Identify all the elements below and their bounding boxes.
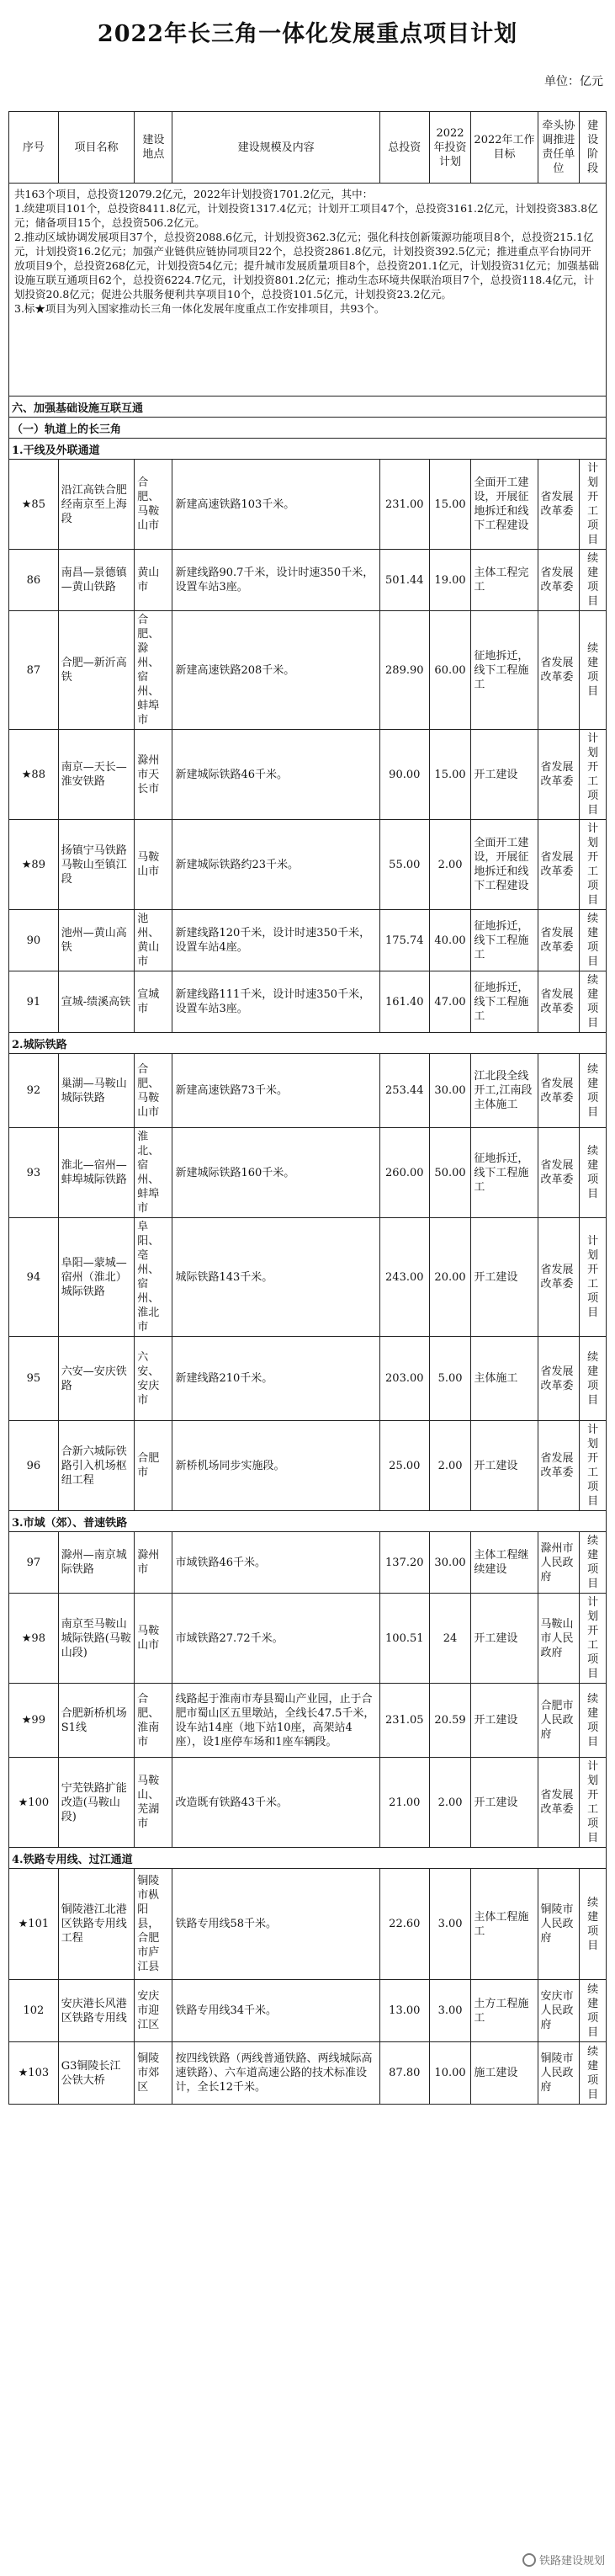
project-total-investment: 260.00 — [379, 1128, 429, 1218]
row-no: 102 — [9, 1980, 59, 2042]
table-row — [9, 1337, 607, 1421]
project-name: 南昌—景德镇—黄山铁路 — [58, 550, 134, 611]
project-location: 阜阳、亳州、宿州、淮北市 — [135, 1218, 172, 1337]
project-task: 征地拆迁，线下工程施工 — [471, 1128, 538, 1218]
project-scope: 新建线路90.7千米，设计时速350千米，设置车站3座。 — [172, 550, 379, 611]
table-row — [9, 1218, 607, 1337]
project-plan-investment: 2.00 — [429, 820, 471, 910]
project-total-investment: 203.00 — [379, 1337, 429, 1421]
subsection-row — [9, 418, 607, 439]
row-no: ★99 — [9, 1684, 59, 1758]
project-task: 主体工程施工 — [471, 1869, 538, 1980]
project-task: 江北段全线开工,江南段主体施工 — [471, 1054, 538, 1128]
project-task: 土方工程施工 — [471, 1980, 538, 2042]
project-scope: 线路起于淮南市寿县蜀山产业园，止于合肥市蜀山区五里墩站，全线长47.5千米，设车站14座（地下站10座，高架站4座），设1座停车场和1座车辆段。 — [172, 1684, 379, 1758]
project-dept: 省发展改革委 — [538, 1054, 580, 1128]
project-task: 开工建设 — [471, 1758, 538, 1848]
project-plan-investment: 19.00 — [429, 550, 471, 611]
project-stage: 计划开工项目 — [580, 1758, 607, 1848]
project-location: 合肥、淮南市 — [135, 1684, 172, 1758]
project-dept: 省发展改革委 — [538, 611, 580, 730]
table-row — [9, 1128, 607, 1218]
project-total-investment: 231.00 — [379, 460, 429, 550]
project-location: 合肥、滁州、宿州、蚌埠市 — [135, 611, 172, 730]
table-row — [9, 1594, 607, 1684]
project-dept: 省发展改革委 — [538, 910, 580, 971]
project-scope: 新桥机场同步实施段。 — [172, 1421, 379, 1511]
row-no: ★85 — [9, 460, 59, 550]
project-name: 池州—黄山高铁 — [58, 910, 134, 971]
project-location: 滁州市 — [135, 1532, 172, 1594]
project-name: 巢湖—马鞍山城际铁路 — [58, 1054, 134, 1128]
project-location: 马鞍山市 — [135, 820, 172, 910]
project-dept: 省发展改革委 — [538, 820, 580, 910]
row-no: ★100 — [9, 1758, 59, 1848]
table-row — [9, 1684, 607, 1758]
table-row — [9, 1421, 607, 1511]
project-name: 沿江高铁合肥经南京至上海段 — [58, 460, 134, 550]
project-scope: 市域铁路27.72千米。 — [172, 1594, 379, 1684]
project-stage: 续建项目 — [580, 1532, 607, 1594]
project-stage: 计划开工项目 — [580, 1421, 607, 1511]
col-header-loc: 建设地点 — [135, 112, 172, 184]
project-stage: 计划开工项目 — [580, 1594, 607, 1684]
project-name: 合新六城际铁路引入机场枢纽工程 — [58, 1421, 134, 1511]
project-task: 开工建设 — [471, 1594, 538, 1684]
table-row — [9, 971, 607, 1033]
project-location: 合肥、马鞍山市 — [135, 460, 172, 550]
project-dept: 滁州市人民政府 — [538, 1532, 580, 1594]
col-header-scope: 建设规模及内容 — [172, 112, 379, 184]
project-task: 施工建设 — [471, 2042, 538, 2105]
project-total-investment: 55.00 — [379, 820, 429, 910]
project-dept: 省发展改革委 — [538, 1337, 580, 1421]
row-no: 95 — [9, 1337, 59, 1421]
project-scope: 新建线路120千米，设计时速350千米，设置车站4座。 — [172, 910, 379, 971]
project-scope: 新建高速铁路73千米。 — [172, 1054, 379, 1128]
project-scope: 市域铁路46千米。 — [172, 1532, 379, 1594]
page-title: 2022年长三角一体化发展重点项目计划 — [97, 21, 518, 47]
table-row — [9, 1869, 607, 1980]
project-dept: 铜陵市人民政府 — [538, 2042, 580, 2105]
project-plan-investment: 47.00 — [429, 971, 471, 1033]
project-dept: 马鞍山市人民政府 — [538, 1594, 580, 1684]
project-total-investment: 87.80 — [379, 2042, 429, 2105]
project-total-investment: 22.60 — [379, 1869, 429, 1980]
project-location: 合肥、马鞍山市 — [135, 1054, 172, 1128]
project-total-investment: 21.00 — [379, 1758, 429, 1848]
project-name: 南京—天长—淮安铁路 — [58, 730, 134, 820]
project-task: 全面开工建设，开展征地拆迁和线下工程建设 — [471, 460, 538, 550]
project-location: 池州、黄山市 — [135, 910, 172, 971]
project-name: 阜阳—蒙城—宿州（淮北）城际铁路 — [58, 1218, 134, 1337]
project-location: 马鞍山市 — [135, 1594, 172, 1684]
unit-label: 单位：亿元 — [544, 75, 603, 88]
project-plan-investment: 30.00 — [429, 1532, 471, 1594]
project-location: 铜陵市枞阳县，合肥市庐江县 — [135, 1869, 172, 1980]
group-title: 2.城际铁路 — [9, 1033, 607, 1054]
project-total-investment: 253.44 — [379, 1054, 429, 1128]
project-stage: 续建项目 — [580, 550, 607, 611]
group-title: 3.市域（郊）、普速铁路 — [9, 1511, 607, 1532]
project-scope: 新建线路210千米。 — [172, 1337, 379, 1421]
project-dept: 铜陵市人民政府 — [538, 1869, 580, 1980]
project-scope: 新建高速铁路208千米。 — [172, 611, 379, 730]
project-plan-investment: 3.00 — [429, 1980, 471, 2042]
project-task: 主体施工 — [471, 1337, 538, 1421]
col-header-stage: 建设阶段 — [580, 112, 607, 184]
project-task: 征地拆迁，线下工程施工 — [471, 910, 538, 971]
project-stage: 续建项目 — [580, 1128, 607, 1218]
row-no: ★89 — [9, 820, 59, 910]
row-no: 92 — [9, 1054, 59, 1128]
project-stage: 计划开工项目 — [580, 1218, 607, 1337]
project-total-investment: 161.40 — [379, 971, 429, 1033]
col-header-total: 总投资 — [379, 112, 429, 184]
group-row — [9, 1848, 607, 1869]
table-row — [9, 2042, 607, 2105]
project-name: 滁州—南京城际铁路 — [58, 1532, 134, 1594]
project-stage: 续建项目 — [580, 910, 607, 971]
table-row — [9, 910, 607, 971]
project-scope: 新建城际铁路46千米。 — [172, 730, 379, 820]
project-stage: 计划开工项目 — [580, 460, 607, 550]
project-dept: 省发展改革委 — [538, 1758, 580, 1848]
row-no: 91 — [9, 971, 59, 1033]
group-row — [9, 439, 607, 460]
project-stage: 续建项目 — [580, 1684, 607, 1758]
project-task: 全面开工建设，开展征地拆迁和线下工程建设 — [471, 820, 538, 910]
project-table — [8, 111, 607, 2105]
project-plan-investment: 30.00 — [429, 1054, 471, 1128]
project-plan-investment: 20.00 — [429, 1218, 471, 1337]
project-name: 南京至马鞍山城际铁路(马鞍山段) — [58, 1594, 134, 1684]
project-name: 扬镇宁马铁路马鞍山至镇江段 — [58, 820, 134, 910]
project-total-investment: 501.44 — [379, 550, 429, 611]
watermark-text: 铁路建设规划 — [538, 2555, 605, 2568]
project-scope: 新建高速铁路103千米。 — [172, 460, 379, 550]
col-header-task: 2022年工作目标 — [471, 112, 538, 184]
project-stage: 续建项目 — [580, 971, 607, 1033]
section-row — [9, 397, 607, 418]
project-task: 开工建设 — [471, 1421, 538, 1511]
project-stage: 计划开工项目 — [580, 820, 607, 910]
table-header-row — [9, 112, 607, 184]
project-total-investment: 90.00 — [379, 730, 429, 820]
project-dept: 省发展改革委 — [538, 730, 580, 820]
row-no: 87 — [9, 611, 59, 730]
project-location: 合肥市 — [135, 1421, 172, 1511]
row-no: ★101 — [9, 1869, 59, 1980]
project-task: 开工建设 — [471, 730, 538, 820]
row-no: ★103 — [9, 2042, 59, 2105]
project-plan-investment: 50.00 — [429, 1128, 471, 1218]
project-scope: 按四线铁路（两线普通铁路、两线城际高速铁路）、六车道高速公路的技术标准设计，全长12千米。 — [172, 2042, 379, 2105]
project-plan-investment: 15.00 — [429, 730, 471, 820]
project-total-investment: 13.00 — [379, 1980, 429, 2042]
project-task: 征地拆迁，线下工程施工 — [471, 971, 538, 1033]
section-title: 六、加强基础设施互联互通 — [9, 397, 607, 418]
row-no: 93 — [9, 1128, 59, 1218]
table-row — [9, 820, 607, 910]
summary-row — [9, 184, 607, 397]
project-name: 合肥新桥机场S1线 — [58, 1684, 134, 1758]
group-row — [9, 1033, 607, 1054]
table-row — [9, 550, 607, 611]
col-header-no: 序号 — [9, 112, 59, 184]
project-location: 马鞍山、芜湖市 — [135, 1758, 172, 1848]
project-location: 六安、安庆市 — [135, 1337, 172, 1421]
project-name: 宣城-绩溪高铁 — [58, 971, 134, 1033]
project-stage: 续建项目 — [580, 611, 607, 730]
project-plan-investment: 20.59 — [429, 1684, 471, 1758]
project-stage: 续建项目 — [580, 1869, 607, 1980]
row-no: 86 — [9, 550, 59, 611]
project-name: 宁芜铁路扩能改造(马鞍山段) — [58, 1758, 134, 1848]
project-dept: 省发展改革委 — [538, 1421, 580, 1511]
project-name: 合肥—新沂高铁 — [58, 611, 134, 730]
table-row — [9, 460, 607, 550]
project-dept: 省发展改革委 — [538, 971, 580, 1033]
project-plan-investment: 2.00 — [429, 1421, 471, 1511]
group-row — [9, 1511, 607, 1532]
project-location: 安庆市迎江区 — [135, 1980, 172, 2042]
row-no: 96 — [9, 1421, 59, 1511]
project-location: 宣城市 — [135, 971, 172, 1033]
project-task: 主体工程继续建设 — [471, 1532, 538, 1594]
project-dept: 安庆市人民政府 — [538, 1980, 580, 2042]
project-plan-investment: 40.00 — [429, 910, 471, 971]
project-task: 征地拆迁，线下工程施工 — [471, 611, 538, 730]
project-dept: 省发展改革委 — [538, 1218, 580, 1337]
project-plan-investment: 5.00 — [429, 1337, 471, 1421]
summary-line: 3.标★项目为列入国家推动长三角一体化发展年度重点工作安排项目，共93个。 — [14, 302, 385, 315]
summary-line: 共163个项目，总投资12079.2亿元，2022年计划投资1701.2亿元，其中： — [14, 188, 374, 200]
project-location: 滁州市天长市 — [135, 730, 172, 820]
project-plan-investment: 2.00 — [429, 1758, 471, 1848]
subsection-title: （一）轨道上的长三角 — [9, 418, 607, 439]
project-scope: 新建城际铁路160千米。 — [172, 1128, 379, 1218]
col-header-dept: 牵头协调推进责任单位 — [538, 112, 580, 184]
project-name: G3铜陵长江公铁大桥 — [58, 2042, 134, 2105]
project-location: 铜陵市郊区 — [135, 2042, 172, 2105]
table-row — [9, 1758, 607, 1848]
project-scope: 城际铁路143千米。 — [172, 1218, 379, 1337]
project-location: 淮北、宿州、蚌埠市 — [135, 1128, 172, 1218]
project-dept: 省发展改革委 — [538, 550, 580, 611]
project-location: 黄山市 — [135, 550, 172, 611]
project-total-investment: 175.74 — [379, 910, 429, 971]
project-task: 主体工程完工 — [471, 550, 538, 611]
watermark — [522, 2552, 605, 2568]
table-row — [9, 730, 607, 820]
project-name: 六安—安庆铁路 — [58, 1337, 134, 1421]
project-total-investment: 100.51 — [379, 1594, 429, 1684]
project-name: 安庆港长风港区铁路专用线 — [58, 1980, 134, 2042]
project-total-investment: 289.90 — [379, 611, 429, 730]
project-scope: 新建线路111千米，设计时速350千米，设置车站3座。 — [172, 971, 379, 1033]
project-total-investment: 243.00 — [379, 1218, 429, 1337]
project-total-investment: 25.00 — [379, 1421, 429, 1511]
row-no: ★98 — [9, 1594, 59, 1684]
row-no: 94 — [9, 1218, 59, 1337]
project-dept: 合肥市人民政府 — [538, 1684, 580, 1758]
project-stage: 续建项目 — [580, 1980, 607, 2042]
group-title: 4.铁路专用线、过江通道 — [9, 1848, 607, 1869]
summary-cell — [9, 184, 607, 397]
project-name: 铜陵港江北港区铁路专用线工程 — [58, 1869, 134, 1980]
row-no: ★88 — [9, 730, 59, 820]
project-scope: 铁路专用线34千米。 — [172, 1980, 379, 2042]
project-scope: 改造既有铁路43千米。 — [172, 1758, 379, 1848]
table-row — [9, 611, 607, 730]
table-row — [9, 1980, 607, 2042]
summary-line: 1.续建项目101个，总投资8411.8亿元，计划投资1317.4亿元；计划开工项目47个，总投资3161.2亿元，计划投资383.8亿元；储备项目15个，总投资506.2亿元。 — [14, 202, 598, 229]
project-task: 开工建设 — [471, 1684, 538, 1758]
table-row — [9, 1054, 607, 1128]
project-plan-investment: 10.00 — [429, 2042, 471, 2105]
summary-line: 2.推动区域协调发展项目37个，总投资2088.6亿元，计划投资362.3亿元；强化科技创新策源功能项目8个，总投资215.1亿元，计划投资16.2亿元；加强产业链供应链协同项目22个，总投资2861.8亿元，计划投资392.5亿元；推进重点平台协同开放项目9个，总投资268亿元，计划投资54亿元；提升城市发展质量项目8个，总投资201.1亿元，计划投资31亿元；加强基础设施互联互通项目62个，总投资6224.7亿元，计划投资801.2亿元；推动生态环境共保联治项目7个，总投资118.4亿元，计划投资20.8亿元；促进公共服务便利共享项目10个，总投资101.5亿元，计划投资23.2亿元。 — [14, 231, 599, 301]
project-total-investment: 137.20 — [379, 1532, 429, 1594]
project-stage: 续建项目 — [580, 1337, 607, 1421]
row-no: 97 — [9, 1532, 59, 1594]
project-plan-investment: 60.00 — [429, 611, 471, 730]
row-no: 90 — [9, 910, 59, 971]
col-header-name: 项目名称 — [58, 112, 134, 184]
project-total-investment: 231.05 — [379, 1684, 429, 1758]
project-plan-investment: 24 — [429, 1594, 471, 1684]
project-stage: 续建项目 — [580, 2042, 607, 2105]
project-scope: 新建城际铁路约23千米。 — [172, 820, 379, 910]
table-row — [9, 1532, 607, 1594]
wechat-icon — [522, 2553, 536, 2567]
project-scope: 铁路专用线58千米。 — [172, 1869, 379, 1980]
project-stage: 计划开工项目 — [580, 730, 607, 820]
project-plan-investment: 3.00 — [429, 1869, 471, 1980]
project-name: 淮北—宿州—蚌埠城际铁路 — [58, 1128, 134, 1218]
project-task: 开工建设 — [471, 1218, 538, 1337]
project-plan-investment: 15.00 — [429, 460, 471, 550]
col-header-plan: 2022年投资计划 — [429, 112, 471, 184]
project-dept: 省发展改革委 — [538, 460, 580, 550]
project-stage: 续建项目 — [580, 1054, 607, 1128]
project-dept: 省发展改革委 — [538, 1128, 580, 1218]
group-title: 1.干线及外联通道 — [9, 439, 607, 460]
